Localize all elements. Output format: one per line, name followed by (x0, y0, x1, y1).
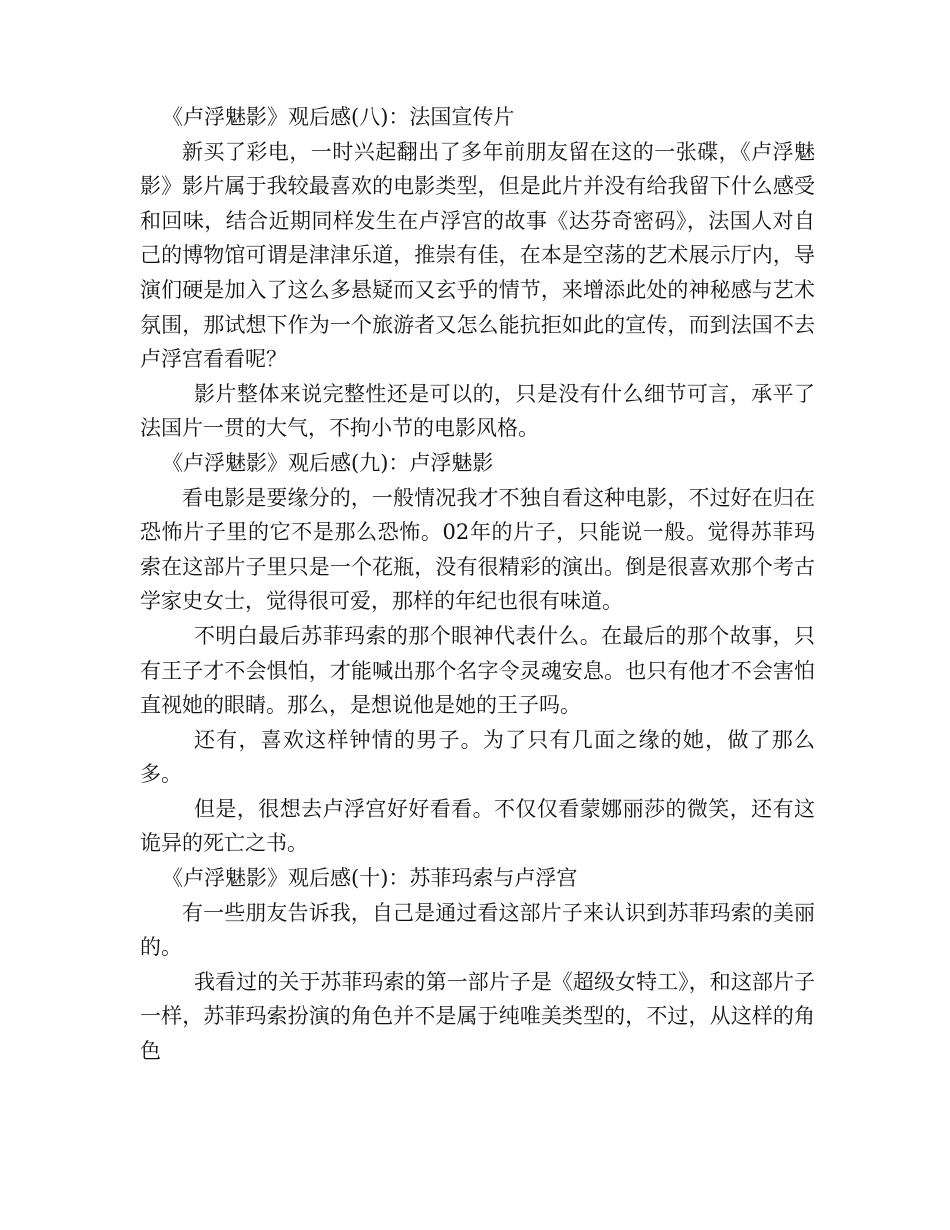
section-heading-9: 《卢浮魅影》观后感(九)：卢浮魅影 (162, 450, 494, 475)
paragraph: 新买了彩电，一时兴起翻出了多年前朋友留在这的一张碟，《卢浮魅影》影片属于我较最喜欢的电影类型，但是此片并没有给我留下什么感受和回味，结合近期同样发生在卢浮宫的故事《达芬奇密码》，法国人对自己的博物馆可谓是津津乐道，推崇有佳，在本是空荡的艺术展示厅内，导演们硬是加入了这么多悬疑而又玄乎的情节，来增添此处的神秘感与艺术氛围，那试想下作为一个旅游者又怎么能抗拒如此的宣传，而到法国不去卢浮宫看看呢？ (140, 139, 815, 372)
document-page (140, 100, 815, 1069)
paragraph: 看电影是要缘分的，一般情况我才不独自看这种电影，不过好在归在恐怖片子里的它不是那么恐怖。02年的片子，只能说一般。觉得苏菲玛索在这部片子里只是一个花瓶，没有很精彩的演出。倒是很喜欢那个考古学家史女士，觉得很可爱，那样的年纪也很有味道。 (140, 485, 815, 614)
paragraph: 但是，很想去卢浮宫好好看看。不仅仅看蒙娜丽莎的微笑，还有这诡异的死亡之书。 (140, 796, 815, 856)
paragraph: 有一些朋友告诉我，自己是通过看这部片子来认识到苏菲玛索的美丽的。 (140, 900, 815, 960)
section-heading-8: 《卢浮魅影》观后感(八)：法国宣传片 (162, 105, 515, 129)
paragraph: 我看过的关于苏菲玛索的第一部片子是《超级女特工》，和这部片子一样，苏菲玛索扮演的角色并不是属于纯唯美类型的，不过，从这样的角色 (140, 969, 815, 1064)
section-heading-10: 《卢浮魅影》观后感(十)：苏菲玛索与卢浮宫 (162, 866, 578, 891)
paragraph: 影片整体来说完整性还是可以的，只是没有什么细节可言，承平了法国片一贯的大气，不拘小节的电影风格。 (140, 381, 815, 441)
paragraph: 还有，喜欢这样钟情的男子。为了只有几面之缘的她，做了那么多。 (140, 727, 815, 787)
paragraph: 不明白最后苏菲玛索的那个眼神代表什么。在最后的那个故事，只有王子才不会惧怕，才能喊出那个名字令灵魂安息。也只有他才不会害怕直视她的眼睛。那么，是想说他是她的王子吗。 (140, 623, 815, 718)
